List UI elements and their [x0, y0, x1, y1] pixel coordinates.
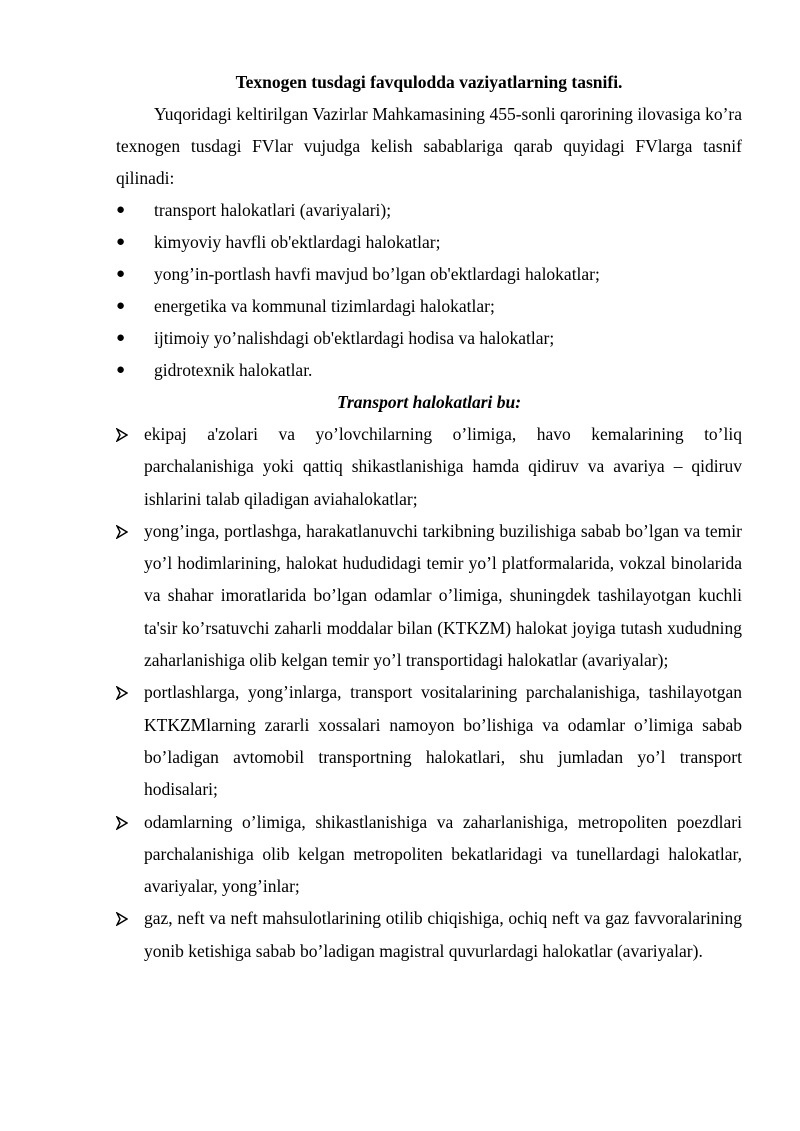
bullet-icon: ●: [116, 234, 126, 250]
list-item: ekipaj a'zolari va yo’lovchilarning o’limiga, havo kemalarining to’liq parchalanishiga yoki qattiq shikastlanishiga hamda qidiruv va avariya – qidiruv ishlarini talab qiladigan aviahalokatlar;: [116, 418, 742, 515]
arrow-bullet-icon: [116, 418, 136, 450]
list-item: ● ijtimoiy yo’nalishdagi ob'ektlardagi hodisa va halokatlar;: [116, 322, 742, 354]
bullet-icon: ●: [116, 330, 126, 346]
bullet-icon: ●: [116, 266, 126, 282]
list-item: gaz, neft va neft mahsulotlarining otilib chiqishiga, ochiq neft va gaz favvoralarining yonib ketishiga sabab bo’ladigan magistral quvurlardagi halokatlar (avariyalar).: [116, 902, 742, 967]
document-title: Texnogen tusdagi favqulodda vaziyatlarning tasnifi.: [235, 72, 623, 92]
list-item: odamlarning o’limiga, shikastlanishiga va zaharlanishiga, metropoliten poezdlari parchalanishiga olib kelgan metropoliten bekatlaridagi va tunellardagi halokatlar, avariyalar, yong’inlar;: [116, 806, 742, 903]
arrow-bullet-icon: [116, 515, 136, 547]
bullet-icon: ●: [116, 298, 126, 314]
arrow-list: [116, 418, 742, 967]
list-item: ● transport halokatlari (avariyalari);: [116, 194, 742, 226]
list-item: ● kimyoviy havfli ob'ektlardagi halokatlar;: [116, 226, 742, 258]
arrow-bullet-icon: [116, 676, 136, 708]
intro-paragraph: Yuqoridagi keltirilgan Vazirlar Mahkamasining 455-sonli qarorining ilovasiga ko’ra texnogen tusdagi FVlar vujudga kelish sabablariga qarab quyidagi FVlarga tasnif qilinadi:: [116, 104, 742, 188]
bullet-list: [116, 194, 742, 386]
bullet-icon: ●: [116, 362, 126, 378]
document-page: [116, 66, 742, 967]
section-subtitle: Transport halokatlari bu:: [336, 392, 522, 412]
bullet-icon: ●: [116, 202, 126, 218]
list-item: yong’inga, portlashga, harakatlanuvchi tarkibning buzilishiga sabab bo’lgan va temir yo’l hodimlarining, halokat hududidagi temir yo’l platformalarida, vokzal binolarida va shahar imoratlarida bo’lgan odamlar o’limiga, shuningdek tashilayotgan kuchli ta'sir ko’rsatuvchi zaharli moddalar bilan (KTKZM) halokat joyiga tutash xududning zaharlanishiga olib kelgan temir yo’l transportidagi halokatlar (avariyalar);: [116, 515, 742, 676]
list-item: portlashlarga, yong’inlarga, transport vositalarining parchalanishiga, tashilayotgan KTKZMlarning zararli xossalari namoyon bo’lishiga va odamlar o’limiga sabab bo’ladigan avtomobil transportning halokatlari, shu jumladan yo’l transport hodisalari;: [116, 676, 742, 805]
list-item: ● energetika va kommunal tizimlardagi halokatlar;: [116, 290, 742, 322]
arrow-bullet-icon: [116, 902, 136, 934]
arrow-bullet-icon: [116, 806, 136, 838]
list-item: ● gidrotexnik halokatlar.: [116, 354, 742, 386]
list-item: ● yong’in-portlash havfi mavjud bo’lgan ob'ektlardagi halokatlar;: [116, 258, 742, 290]
